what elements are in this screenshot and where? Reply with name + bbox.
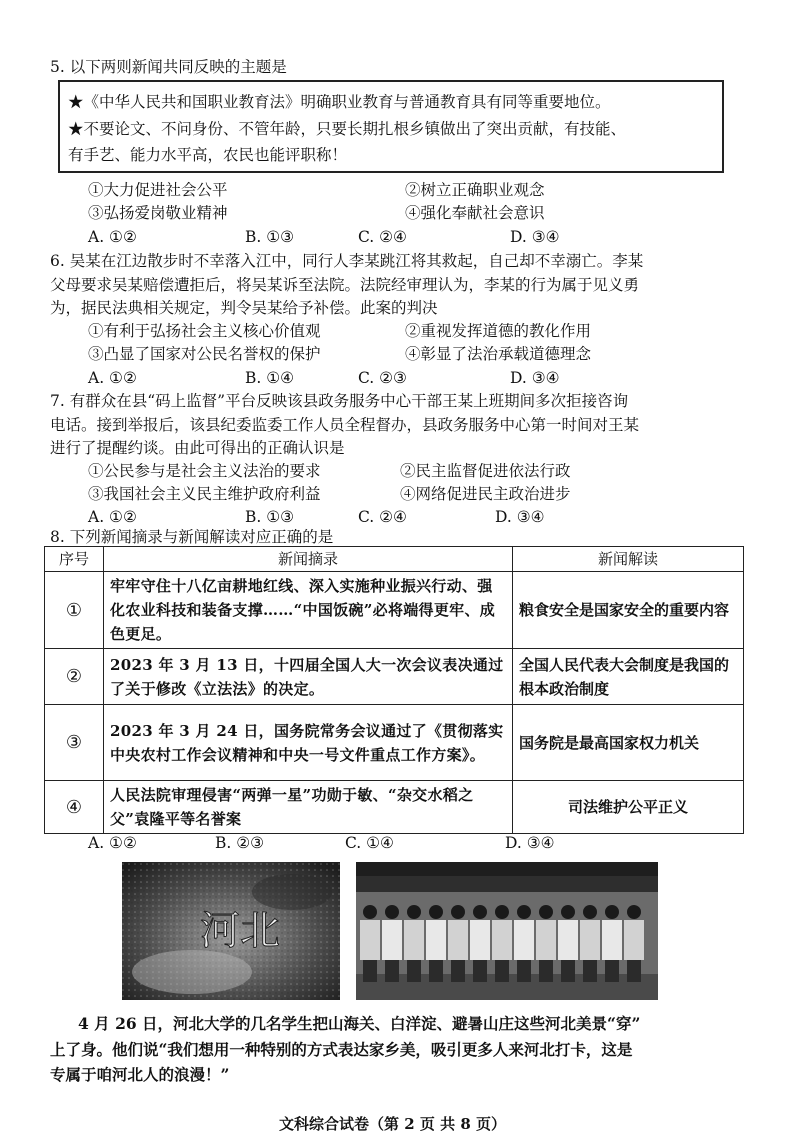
q6-item: ③凸显了国家对公民名誉权的保护 <box>88 345 321 363</box>
header-no: 序号 <box>45 547 104 572</box>
table-row <box>45 781 744 834</box>
row-excerpt: 牢牢守住十八亿亩耕地红线、深入实施种业振兴行动、强化农业科技和装备支撑……“中国饭碗”必将端得更牢、成色更足。 <box>104 572 513 649</box>
page-footer: 文科综合试卷（第 2 页 共 8 页） <box>279 1115 506 1133</box>
q5-choice-d: D. ③④ <box>510 228 560 246</box>
students-group-photo <box>356 862 658 1000</box>
row-excerpt: 2023 年 3 月 24 日，国务院常务会议通过了《贯彻落实中央农村工作会议精神和中央一号文件重点工作方案》。 <box>104 705 513 781</box>
q7-choice-d: D. ③④ <box>495 508 545 526</box>
q6-item: ④彰显了法治承载道德理念 <box>405 345 592 363</box>
poster-image <box>122 862 340 1000</box>
poster-title-text: 河北 <box>200 908 280 954</box>
q6-choice-b: B. ①④ <box>245 369 295 387</box>
row-reading: 粮食安全是国家安全的重要内容 <box>513 572 744 649</box>
q6-choice-a: A. ①② <box>88 369 137 387</box>
row-reading: 司法维护公平正义 <box>513 781 744 834</box>
passage-line: 专属于咱河北人的浪漫！” <box>50 1065 230 1084</box>
q7-stem-line: 7. 有群众在县“码上监督”平台反映该县政务服务中心干部王某上班期间多次拒接咨询 <box>50 392 629 410</box>
q6-item: ②重视发挥道德的教化作用 <box>405 322 592 340</box>
q7-item: ①公民参与是社会主义法治的要求 <box>88 462 321 480</box>
header-excerpt: 新闻摘录 <box>104 547 513 572</box>
q7-choice-b: B. ①③ <box>245 508 295 526</box>
q7-item: ④网络促进民主政治进步 <box>400 485 571 503</box>
q5-item: ③弘扬爱岗敬业精神 <box>88 204 228 222</box>
q6-stem-line: 为，据民法典相关规定，判令吴某给予补偿。此案的判决 <box>50 299 438 317</box>
table-row <box>45 705 744 781</box>
q7-stem-line: 进行了提醒约谈。由此可得出的正确认识是 <box>50 439 345 457</box>
q8-choice-d: D. ③④ <box>505 834 555 852</box>
q5-box-line: 有手艺、能力水平高，农民也能评职称！ <box>68 146 348 164</box>
row-reading: 国务院是最高国家权力机关 <box>513 705 744 781</box>
q8-stem: 8. 下列新闻摘录与新闻解读对应正确的是 <box>50 528 334 546</box>
q5-news-box <box>58 80 724 173</box>
q6-stem-line: 6. 吴某在江边散步时不幸落入江中，同行人李某跳江将其救起，自己却不幸溺亡。李某 <box>50 252 644 270</box>
table-row <box>45 649 744 705</box>
row-reading: 全国人民代表大会制度是我国的根本政治制度 <box>513 649 744 705</box>
q8-choice-c: C. ①④ <box>345 834 394 852</box>
q7-choice-a: A. ①② <box>88 508 137 526</box>
row-number: ④ <box>45 781 104 834</box>
table-header-row <box>45 547 744 572</box>
q5-item: ①大力促进社会公平 <box>88 181 228 199</box>
q6-stem-line: 父母要求吴某赔偿遭拒后，将吴某诉至法院。法院经审理认为，李某的行为属于见义勇 <box>50 276 640 294</box>
row-excerpt: 人民法院审理侵害“两弹一星”功勋于敏、“杂交水稻之父”袁隆平等名誉案 <box>104 781 513 834</box>
q5-choice-a: A. ①② <box>88 228 137 246</box>
q5-box-line: ★不要论文、不问身份、不管年龄，只要长期扎根乡镇做出了突出贡献，有技能、 <box>68 120 627 138</box>
passage-line: 上了身。他们说“我们想用一种特别的方式表达家乡美，吸引更多人来河北打卡，这是 <box>50 1040 633 1059</box>
q6-choice-d: D. ③④ <box>510 369 560 387</box>
row-number: ② <box>45 649 104 705</box>
q5-box-line: ★《中华人民共和国职业教育法》明确职业教育与普通教育具有同等重要地位。 <box>68 93 611 111</box>
q8-choice-b: B. ②③ <box>215 834 265 852</box>
news-table <box>44 546 744 834</box>
students-image <box>356 862 658 1000</box>
q5-stem: 5. 以下两则新闻共同反映的主题是 <box>50 58 287 76</box>
row-excerpt: 2023 年 3 月 13 日，十四届全国人大一次会议表决通过了关于修改《立法法》的决定。 <box>104 649 513 705</box>
q7-item: ③我国社会主义民主维护政府利益 <box>88 485 321 503</box>
q5-item: ④强化奉献社会意识 <box>405 204 545 222</box>
q6-choice-c: C. ②③ <box>358 369 407 387</box>
q7-stem-line: 电话。接到举报后，该县纪委监委工作人员全程督办，县政务服务中心第一时间对王某 <box>50 416 640 434</box>
q5-choice-c: C. ②④ <box>358 228 407 246</box>
q8-choice-a: A. ①② <box>88 834 137 852</box>
q5-choice-b: B. ①③ <box>245 228 295 246</box>
table-row <box>45 572 744 649</box>
q5-item: ②树立正确职业观念 <box>405 181 545 199</box>
row-number: ③ <box>45 705 104 781</box>
q6-item: ①有利于弘扬社会主义核心价值观 <box>88 322 321 340</box>
q7-item: ②民主监督促进依法行政 <box>400 462 571 480</box>
row-number: ① <box>45 572 104 649</box>
hebei-poster-photo <box>122 862 340 1000</box>
header-reading: 新闻解读 <box>513 547 744 572</box>
passage-line: 4 月 26 日，河北大学的几名学生把山海关、白洋淀、避暑山庄这些河北美景“穿” <box>78 1014 641 1033</box>
q7-choice-c: C. ②④ <box>358 508 407 526</box>
